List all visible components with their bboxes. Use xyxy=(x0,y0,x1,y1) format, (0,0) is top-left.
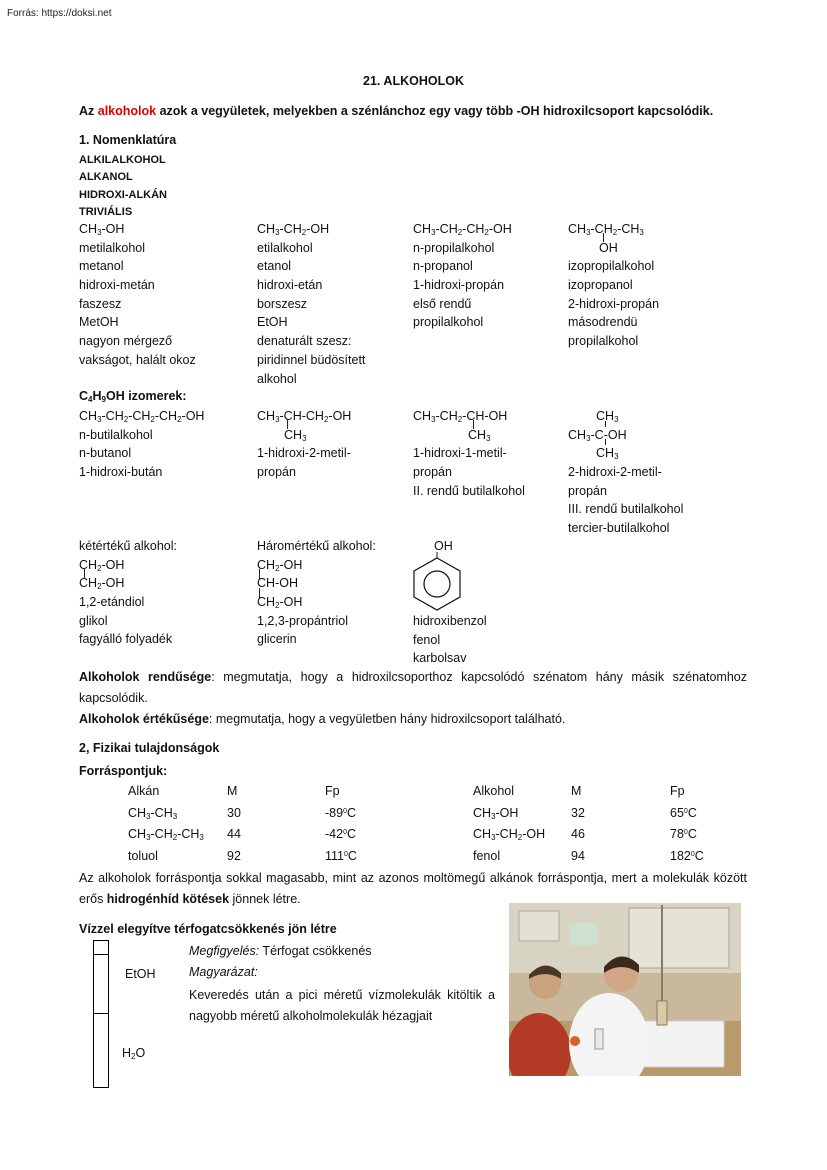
ertekusege-text: : megmutatja, hogy a vegyületben hány hidroxilcsoport található. xyxy=(208,712,566,726)
explanation-label-text: Magyarázat: xyxy=(189,965,258,979)
rendusege-text: : megmutatja, hogy a hidroxilcsoporthoz kapcsolódó szénatom hány másik szénatomhoz kapcsolódik. xyxy=(79,670,747,705)
formula: $CH_2-OH$ xyxy=(79,557,125,573)
name-item: metanol xyxy=(79,259,124,274)
bp-unit: C xyxy=(346,827,357,841)
name-item: n-propilalkohol xyxy=(413,240,495,255)
tube-bottom-label: $H_2O$ xyxy=(122,1046,146,1061)
name-item: 1-hidroxi-1-metil- xyxy=(413,446,507,461)
name-item: borszesz xyxy=(257,296,308,311)
rendusege-definition xyxy=(79,667,747,709)
name-item: n-butilalkohol xyxy=(79,427,153,442)
table-cell: $CH_3-CH_2-OH$ xyxy=(473,827,546,842)
name-item: alkohol xyxy=(257,371,297,386)
phenol-oh: OH xyxy=(434,539,453,553)
alcohol-bp-col xyxy=(670,781,704,867)
name-item: II. rendű butilalkohol xyxy=(413,483,525,498)
name-item: n-butanol xyxy=(79,446,132,461)
alcohol-name-col xyxy=(473,781,545,867)
methyl-group: $CH_3$ xyxy=(284,427,307,443)
table-cell xyxy=(670,846,704,868)
name-item: 2-hidroxi-2-metil- xyxy=(568,465,662,480)
table-cell: 30 xyxy=(227,805,241,820)
methyl-group: $CH_3$ xyxy=(596,409,619,424)
type-item: HIDROXI-ALKÁN xyxy=(79,188,167,201)
name-item: 1-hidroxi-propán xyxy=(413,278,505,293)
table-cell: $CH_3-CH_3$ xyxy=(128,805,178,821)
formula: CH-OH xyxy=(257,576,298,591)
explanation-body: Keveredés után a pici méretű vízmolekulák kitöltik a nagyobb méretű alkoholmolekulák hézagjait xyxy=(189,988,495,1023)
formula: $CH_3-C-OH$ xyxy=(568,427,627,443)
alkane-bp-col xyxy=(325,781,357,867)
bond-line xyxy=(603,233,604,242)
table-cell xyxy=(670,803,704,825)
classroom-photo-image xyxy=(509,903,741,1076)
name-item: 1-hidroxi-2-metil- xyxy=(257,446,351,461)
bond-line xyxy=(287,420,288,429)
hydrogen-bond-term: hidrogénhíd kötések xyxy=(106,892,230,906)
bp-value: 78 xyxy=(670,827,684,841)
explanation-label xyxy=(189,965,258,979)
name-item: faszesz xyxy=(79,296,122,311)
name-item: metilalkohol xyxy=(79,240,146,255)
formula: $CH_3-CH_2-CH-OH$ xyxy=(413,409,508,424)
bond-line xyxy=(605,421,606,427)
bp-unit: C xyxy=(346,805,357,820)
physical-heading: 2, Fizikai tulajdonságok xyxy=(79,741,220,755)
isomer-col-2 xyxy=(257,407,351,482)
name-item: III. rendű butilalkohol xyxy=(568,502,684,517)
bond-line xyxy=(259,569,260,579)
name-item: hidroxi-etán xyxy=(257,278,323,293)
table-cell: $CH_3-OH$ xyxy=(473,805,519,821)
bp-unit: C xyxy=(347,848,357,863)
nomenclature-col-3 xyxy=(413,220,512,332)
name-item: propilalkohol xyxy=(568,334,639,349)
observation-text: Térfogat csökkenés xyxy=(259,944,372,958)
name-item: nagyon mérgező xyxy=(79,334,173,349)
bp-value: 182 xyxy=(670,848,691,863)
name-item: izopropilalkohol xyxy=(568,259,655,274)
explanation-text-end: jönnek létre. xyxy=(229,892,301,906)
formula: $CH_2-OH$ xyxy=(79,576,125,592)
table-cell: 32 xyxy=(571,805,585,820)
name-item: 1-hidroxi-bután xyxy=(79,465,163,480)
degree-mark: 0 xyxy=(343,829,347,836)
bond-line xyxy=(84,569,85,579)
degree-mark: 0 xyxy=(343,807,347,815)
table-cell: 92 xyxy=(227,848,241,863)
name-item: propán xyxy=(257,465,296,480)
formula: $CH_2-OH$ xyxy=(257,557,303,573)
classroom-photo xyxy=(509,903,741,1076)
table-cell: 46 xyxy=(571,827,585,841)
table-cell: $CH_3-CH_2-CH_3$ xyxy=(128,827,204,842)
bp-unit: C xyxy=(694,848,704,863)
name-item: hidroxibenzol xyxy=(413,614,487,628)
name-item: propilalkohol xyxy=(413,315,484,330)
degree-mark: 0 xyxy=(344,850,348,858)
name-item: EtOH xyxy=(257,315,288,330)
bp-value: 111 xyxy=(325,848,345,863)
table-cell xyxy=(325,824,357,846)
nomenclature-types xyxy=(79,152,167,222)
name-item: etilalkohol xyxy=(257,240,313,255)
name-item: hidroxi-metán xyxy=(79,278,155,293)
intro-highlight: alkoholok xyxy=(97,104,157,118)
table-cell xyxy=(325,846,357,868)
name-item: izopropanol xyxy=(568,278,633,293)
table-header: M xyxy=(227,784,238,798)
boiling-point-heading: Forráspontjuk: xyxy=(79,764,168,778)
bp-value: -89 xyxy=(325,805,344,820)
bond-line xyxy=(473,420,474,429)
table-cell xyxy=(670,824,704,846)
diol-heading: kétértékű alkohol: xyxy=(79,539,177,553)
name-item: n-propanol xyxy=(413,259,473,274)
type-item: ALKANOL xyxy=(79,171,133,184)
table-header: Alkohol xyxy=(473,784,514,798)
degree-mark: 0 xyxy=(683,807,688,815)
name-item: MetOH xyxy=(79,315,119,330)
table-header: Alkán xyxy=(128,784,160,798)
bp-value: 65 xyxy=(670,805,684,820)
name-item: etanol xyxy=(257,259,292,274)
bp-unit: C xyxy=(687,805,697,820)
formula: $CH_3-OH$ xyxy=(79,222,125,237)
name-item: karbolsav xyxy=(413,651,467,666)
nomenclature-col-1 xyxy=(79,220,196,370)
table-header: Fp xyxy=(670,784,685,798)
methyl-group: $CH_3$ xyxy=(468,427,491,443)
ertekusege-definition xyxy=(79,709,747,730)
nomenclature-col-4 xyxy=(568,220,659,351)
name-item: első rendű xyxy=(413,296,472,311)
formula: $CH_3-CH-CH_2-OH$ xyxy=(257,409,352,424)
bp-unit: C xyxy=(687,827,697,841)
table-cell: 94 xyxy=(571,848,585,863)
isomer-col-4 xyxy=(568,407,683,538)
diol-column xyxy=(79,537,177,649)
name-item: másodrendü xyxy=(568,315,638,330)
name-item: glicerin xyxy=(257,632,297,647)
name-item: 2-hidroxi-propán xyxy=(568,296,660,311)
formula: $CH_3-CH_2-CH_3$ xyxy=(568,222,644,237)
measuring-tube-diagram xyxy=(93,940,109,1088)
isomer-col-3 xyxy=(413,407,525,500)
source-label: Forrás: https://doksi.net xyxy=(7,8,112,19)
ertekusege-term: Alkoholok értékűsége xyxy=(79,712,209,726)
bp-value: -42 xyxy=(325,827,344,841)
table-cell xyxy=(325,803,357,825)
formula: $CH_2-OH$ xyxy=(257,595,303,611)
degree-mark: 0 xyxy=(683,829,688,836)
table-cell: toluol xyxy=(128,848,158,863)
nomenclature-col-2 xyxy=(257,220,365,388)
observation-line xyxy=(189,944,372,958)
benzene-ring-icon xyxy=(410,552,464,612)
type-item: ALKILALKOHOL xyxy=(79,154,166,166)
name-item: propán xyxy=(568,483,607,498)
name-item: fenol xyxy=(413,632,441,647)
name-item: propán xyxy=(413,465,452,480)
table-header: M xyxy=(571,784,582,798)
name-item: tercier-butilalkohol xyxy=(568,521,670,536)
bond-line xyxy=(605,439,606,445)
alkane-mass-col xyxy=(227,781,241,867)
name-item: piridinnel büdösített xyxy=(257,352,366,367)
rendusege-term: Alkoholok rendűsége xyxy=(79,670,212,684)
alcohol-mass-col xyxy=(571,781,585,867)
intro-prefix: Az xyxy=(79,104,98,118)
degree-mark: 0 xyxy=(690,850,695,858)
formula: $CH_3-CH_2-CH_2-CH_2-OH$ xyxy=(79,409,205,424)
name-item: denaturált szesz: xyxy=(257,334,352,349)
alkane-name-col xyxy=(128,781,204,867)
formula: $CH_3-CH_2-OH$ xyxy=(257,222,330,237)
oh-group: OH xyxy=(599,240,618,255)
name-item: glikol xyxy=(79,613,108,628)
triol-heading: Háromértékű alkohol: xyxy=(257,539,376,553)
observation-label: Megfigyelés: xyxy=(189,944,260,958)
table-cell: 44 xyxy=(227,827,241,841)
mixing-heading: Vízzel elegyítve térfogatcsökkenés jön létre xyxy=(79,922,337,936)
type-item: TRIVIÁLIS xyxy=(79,206,133,219)
intro-rest: azok a vegyületek, melyekben a szénlánchoz egy vagy több -OH hidroxilcsoport kapcsolódik. xyxy=(156,104,714,118)
page-title: 21. ALKOHOLOK xyxy=(363,74,464,88)
bond-line xyxy=(259,588,260,598)
explanation-text: Az alkoholok forráspontja sokkal magasabb, mint az azonos moltömegű alkánok forráspontja, mert a molekulák között erős xyxy=(79,871,747,906)
name-item: vakságot, halált okoz xyxy=(79,352,196,367)
methyl-group: $CH_3$ xyxy=(596,446,619,462)
isomers-heading: $C_4H_9OH$ izomerek: xyxy=(79,389,187,404)
table-header: Fp xyxy=(325,784,340,798)
phenol-names xyxy=(413,612,487,668)
triol-column xyxy=(257,537,376,649)
table-cell: fenol xyxy=(473,848,501,863)
name-item: fagyálló folyadék xyxy=(79,632,173,647)
tube-top-label: EtOH xyxy=(125,967,156,981)
isomer-col-1 xyxy=(79,407,204,482)
formula: $CH_3-CH_2-CH_2-OH$ xyxy=(413,222,512,237)
nomenclature-heading: 1. Nomenklatúra xyxy=(79,133,177,147)
intro-sentence xyxy=(79,104,713,118)
name-item: 1,2,3-propántriol xyxy=(257,613,349,628)
name-item: 1,2-etándiol xyxy=(79,595,145,610)
